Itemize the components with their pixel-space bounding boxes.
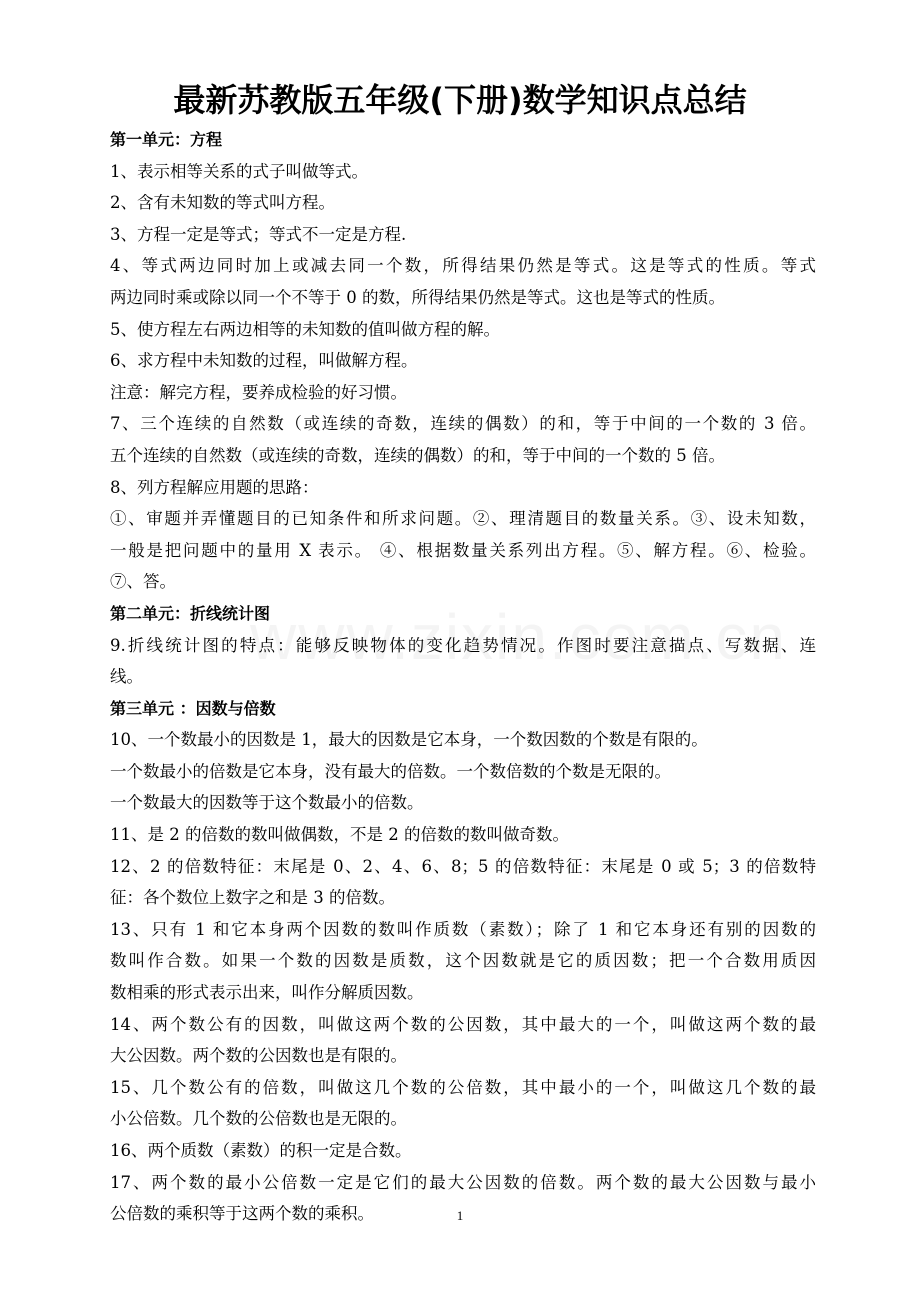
section-heading: 第三单元 ：因数与倍数: [110, 698, 276, 718]
page-number: 1: [456, 1208, 464, 1223]
text-line: 1、表示相等关系的式子叫做等式。: [110, 161, 368, 181]
document-body: [110, 124, 816, 1230]
text-line: 公倍数的乘积等于这两个数的乘积。: [110, 1204, 374, 1224]
text-line: 10、一个数最小的因数是 1，最大的因数是它本身，一个数因数的个数是有限的。: [110, 730, 708, 750]
text-line: 小公倍数。几个数的公倍数也是无限的。: [110, 1109, 407, 1129]
text-line: ①、审题并弄懂题目的已知条件和所求问题。②、理清题目的数量关系。③、设未知数，: [110, 509, 816, 529]
text-line: 数相乘的形式表示出来，叫作分解质因数。: [110, 983, 424, 1003]
text-line: 注意：解完方程，要养成检验的好习惯。: [110, 382, 407, 402]
text-line: 征：各个数位上数字之和是 3 的倍数。: [110, 888, 395, 908]
text-line: ⑦、答。: [110, 572, 176, 592]
text-line: 5、使方程左右两边相等的未知数的值叫做方程的解。: [110, 319, 500, 339]
text-line: 9.折线统计图的特点：能够反映物体的变化趋势情况。作图时要注意描点、写数据、连: [110, 635, 816, 655]
text-line: 14、两个数公有的因数，叫做这两个数的公因数，其中最大的一个，叫做这两个数的最: [110, 1014, 816, 1034]
text-line: 一个数最小的倍数是它本身，没有最大的倍数。一个数倍数的个数是无限的。: [110, 761, 671, 781]
text-line: 两边同时乘或除以同一个不等于 0 的数，所得结果仍然是等式。这也是等式的性质。: [110, 287, 725, 307]
text-line: 7、三个连续的自然数（或连续的奇数，连续的偶数）的和，等于中间的一个数的 3 倍。: [110, 414, 816, 434]
text-line: 8、列方程解应用题的思路：: [110, 477, 319, 497]
text-line: 11、是 2 的倍数的数叫做偶数，不是 2 的倍数的数叫做奇数。: [110, 825, 569, 845]
text-line: 17、两个数的最小公倍数一定是它们的最大公因数的倍数。两个数的最大公因数与最小: [110, 1172, 816, 1192]
text-line: 13、只有 1 和它本身两个因数的数叫作质数（素数）；除了 1 和它本身还有别的因数的: [110, 919, 816, 939]
text-line: 2、含有未知数的等式叫方程。: [110, 193, 335, 213]
section-heading: 第二单元：折线统计图: [110, 603, 271, 623]
text-line: 五个连续的自然数（或连续的奇数，连续的偶数）的和，等于中间的一个数的 5 倍。: [110, 445, 725, 465]
text-line: 3、方程一定是等式；等式不一定是方程.: [110, 224, 407, 244]
text-line: 数叫作合数。如果一个数的因数是质数，这个因数就是它的质因数；把一个合数用质因: [110, 951, 816, 971]
text-line: 16、两个质数（素数）的积一定是合数。: [110, 1141, 412, 1160]
text-line: 6、求方程中未知数的过程，叫做解方程。: [110, 351, 418, 371]
section-heading: 第一单元：方程: [110, 130, 223, 149]
text-line: 12、2 的倍数特征：末尾是 0、2、4、6、8；5 的倍数特征：末尾是 0 或 5；3 的倍数特: [110, 856, 816, 876]
text-line: 4、等式两边同时加上或减去同一个数，所得结果仍然是等式。这是等式的性质。等式: [110, 256, 816, 276]
text-line: 一般是把问题中的量用 X 表示。 ④、根据数量关系列出方程。⑤、解方程。⑥、检验。: [110, 540, 816, 560]
page-title: 最新苏教版五年级(下册)数学知识点总结: [173, 81, 747, 119]
text-line: 大公因数。两个数的公因数也是有限的。: [110, 1046, 407, 1066]
text-line: 线。: [110, 667, 143, 687]
text-line: 15、几个数公有的倍数，叫做这几个数的公倍数，其中最小的一个，叫做这几个数的最: [110, 1077, 816, 1097]
text-line: 一个数最大的因数等于这个数最小的倍数。: [110, 793, 424, 813]
